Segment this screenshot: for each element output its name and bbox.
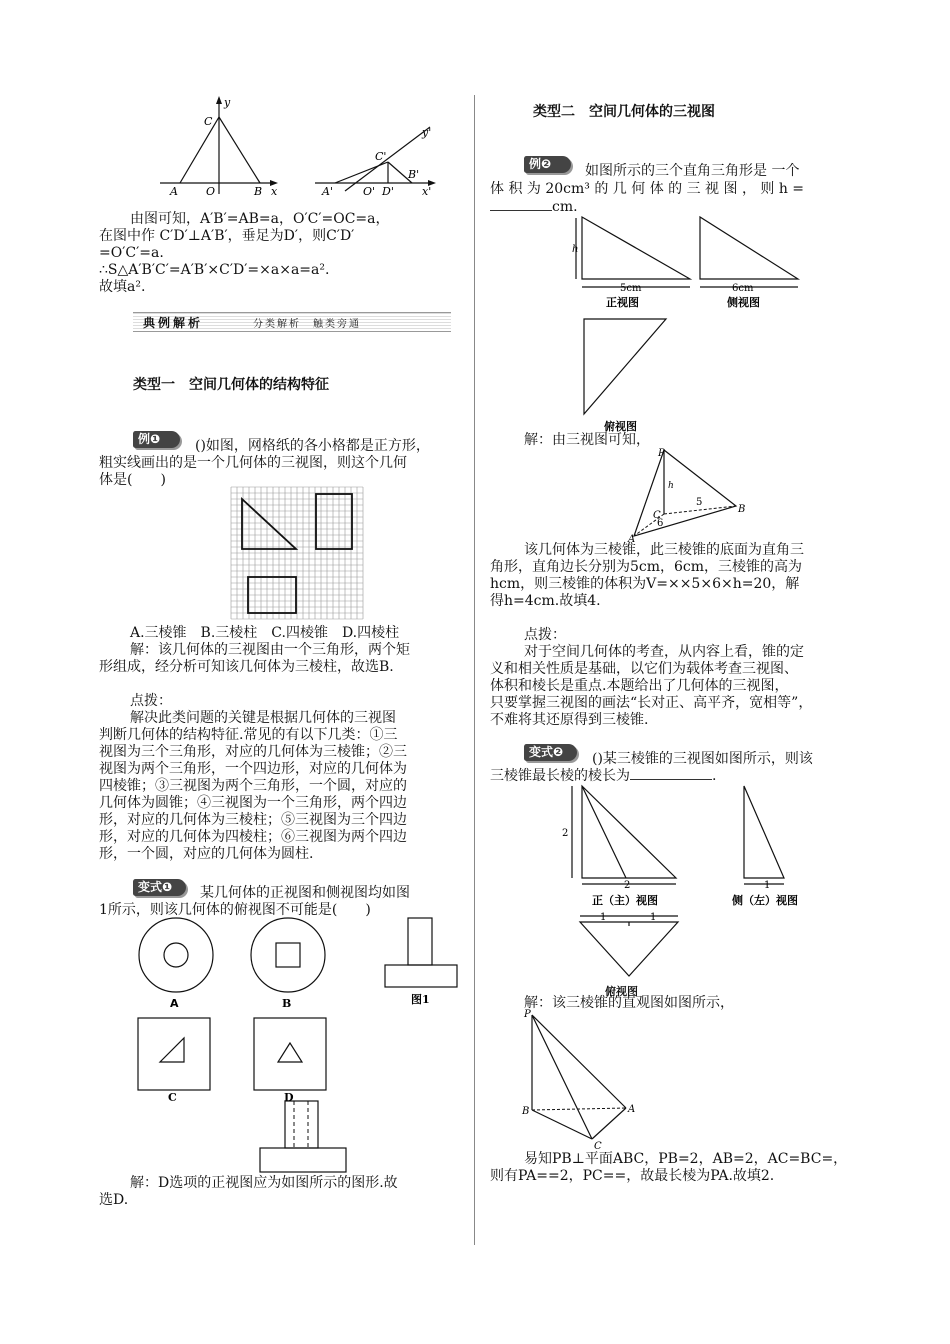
figure-caption: 侧（左）视图	[732, 894, 798, 907]
text-line: 判断几何体的结构特征.常见的有以下几类：①三	[99, 727, 398, 743]
fig-label: B	[738, 504, 746, 515]
text-line: 视图为三个三角形，对应的几何体为三棱锥；②三	[99, 744, 407, 760]
text-line: 体 积 为 20cm³ 的 几 何 体 的 三 视 图 ， 则 h =	[490, 181, 805, 197]
text-line: 视图为两个三角形，一个四边形，对应的几何体为	[99, 761, 407, 777]
text-line: 只要掌握三视图的画法“长对正、高平齐，宽相等”，	[490, 695, 813, 711]
text-line: 解：该三棱锥的直观图如图所示，	[524, 995, 734, 1011]
fig-label: 6	[657, 518, 664, 529]
text-line: 体积和棱长是重点.本题给出了几何体的三视图，	[490, 678, 789, 694]
fig-label: O	[206, 185, 216, 198]
text-line: 角形，直角边长分别为5cm，6cm，三棱锥的高为	[490, 559, 803, 575]
text-line: 对于空间几何体的考查，从内容上看，锥的定	[524, 644, 804, 660]
figure-caption: 俯视图	[605, 985, 638, 998]
text-line: =O′C′=a.	[99, 245, 164, 261]
example2-pyramid	[624, 444, 754, 544]
figure-caption: 侧视图	[727, 296, 760, 309]
example2-three-views	[572, 212, 812, 434]
text-line: 某几何体的正视图和侧视图均如图	[200, 885, 410, 901]
example-tag: 例❷	[524, 156, 571, 173]
fig-label: C	[653, 510, 661, 521]
text-line: 不难将其还原得到三棱锥.	[490, 712, 649, 728]
fig-label: C'	[375, 150, 387, 163]
figure-caption: D	[284, 1091, 294, 1104]
text-line: 则有PA==2，PC==，故最长棱为PA.故填2.	[490, 1168, 775, 1184]
tip-head: 点拨：	[130, 693, 172, 709]
text-line: 解：该几何体的三视图由一个三角形，两个矩	[130, 642, 410, 658]
text-line: 在图中作 C′D′⊥A′B′，垂足为D′，则C′D′	[99, 228, 355, 244]
text-line: 形组成，经分析可知该几何体为三棱柱，故选B.	[99, 659, 394, 675]
fig-label: B'	[408, 168, 420, 181]
fig-label: 1	[764, 880, 771, 891]
text-line: 三棱锥最长棱的棱长为 .	[490, 768, 717, 784]
text-line: 故填a².	[99, 279, 146, 295]
text-line: 几何体为圆锥；④三视图为一个三角形，两个四边	[99, 795, 407, 811]
variant-tag: 变式❷	[524, 744, 577, 761]
fig-label: A'	[322, 185, 333, 198]
banner-subtitle: 分类解析 触类旁通	[253, 319, 361, 330]
section-title: 类型二 空间几何体的三视图	[533, 104, 715, 120]
fig-label: 2	[624, 880, 631, 891]
text-line: 该几何体为三棱锥，此三棱锥的底面为直角三	[524, 542, 804, 558]
text-line: 形，对应的几何体为三棱柱；⑤三视图为三个四边	[99, 812, 407, 828]
section-banner	[133, 312, 451, 332]
text-line: 解：D选项的正视图应为如图所示的图形.故	[130, 1175, 398, 1191]
fig-label: P	[524, 1009, 531, 1020]
text-line: 四棱锥；③三视图为两个三角形，一个圆，对应的	[99, 778, 407, 794]
question-text: 三棱锥最长棱的棱长为	[490, 768, 630, 784]
text-line: 义和相关性质是基础，以它们为载体考查三视图、	[490, 661, 798, 677]
fig-label: C	[594, 1141, 602, 1152]
figure-caption: 正（主）视图	[592, 894, 658, 907]
unit-text: cm.	[552, 199, 578, 215]
fig-label: C	[204, 115, 213, 128]
figure-caption: A	[170, 997, 179, 1010]
variant-tag: 变式❶	[133, 879, 186, 896]
text-line: 粗实线画出的是一个几何体的三视图，则这个几何	[99, 455, 407, 471]
fig-label: B	[522, 1106, 530, 1117]
fig-label: O'	[363, 185, 376, 198]
variant2-pyramid	[518, 1005, 648, 1155]
section-title: 类型一 空间几何体的结构特征	[133, 377, 329, 393]
column-divider	[474, 95, 475, 1245]
fig-label: y	[224, 96, 231, 109]
text-line: 如图所示的三个直角三角形是 一个	[585, 163, 800, 179]
variant1-figure	[130, 915, 470, 1180]
fig-label: 2	[562, 828, 569, 839]
text-line: 1所示，则该几何体的俯视图不可能是( )	[99, 902, 371, 918]
grid-three-view-figure	[230, 486, 365, 621]
fig-label: x	[271, 185, 278, 198]
fig-label: B	[254, 185, 263, 198]
fig-label: P	[658, 448, 665, 459]
figure-caption: B	[282, 997, 292, 1010]
fig-label: D'	[382, 185, 394, 198]
text-line: ()如图，网格纸的各小格都是正方形，	[195, 438, 430, 454]
example-tag: 例❶	[133, 431, 180, 448]
text-line: 得h=4cm.故填4.	[490, 593, 601, 609]
variant2-three-views	[560, 780, 820, 980]
figure-caption: C	[168, 1091, 177, 1104]
tip-head: 点拨：	[524, 627, 566, 643]
fig-label: 5	[696, 497, 703, 508]
text-line: 选D.	[99, 1192, 129, 1208]
text-line: ∴S△A′B′C′=A′B′×C′D′=×a×a=a².	[99, 262, 330, 278]
fig-label: 6cm	[732, 283, 754, 294]
fig-label: h	[572, 244, 579, 255]
fig-label: y'	[422, 126, 432, 139]
text-line: ()某三棱锥的三视图如图所示，则该	[592, 751, 813, 767]
text-line: 形，对应的几何体为四棱柱；⑥三视图为两个四边	[99, 829, 407, 845]
fig-label: A	[628, 1104, 636, 1115]
text-line: 由图可知，A′B′=AB=a，O′C′=OC=a，	[130, 211, 390, 227]
fig-label: A	[170, 185, 178, 198]
figure-caption: 俯视图	[604, 420, 637, 433]
fig-label: 1	[650, 912, 657, 923]
text-line: 易知PB⊥平面ABC，PB=2，AB=2，AC=BC=，	[524, 1151, 848, 1167]
figure-caption: 正视图	[606, 296, 639, 309]
fig-label: A	[628, 534, 636, 544]
text-line: hcm，则三棱锥的体积为V=××5×6×h=20，解	[490, 576, 800, 592]
options-line: A.三棱锥 B.三棱柱 C.四棱锥 D.四棱柱	[130, 625, 400, 641]
text-line	[490, 199, 578, 216]
oblique-drawing-figure	[150, 92, 450, 202]
text-line: 解决此类问题的关键是根据几何体的三视图	[130, 710, 396, 726]
text-line: 形，一个圆，对应的几何体为圆柱.	[99, 846, 314, 862]
fig-label: 1	[600, 912, 607, 923]
text-line: 体是( )	[99, 472, 166, 488]
fig-label: 5cm	[620, 283, 642, 294]
figure-caption: 图1	[411, 993, 430, 1006]
fig-label: x'	[422, 185, 432, 198]
banner-title: 典例解析	[143, 316, 204, 330]
fig-label: h	[668, 481, 674, 491]
text-line: 解：由三视图可知，	[524, 432, 650, 448]
